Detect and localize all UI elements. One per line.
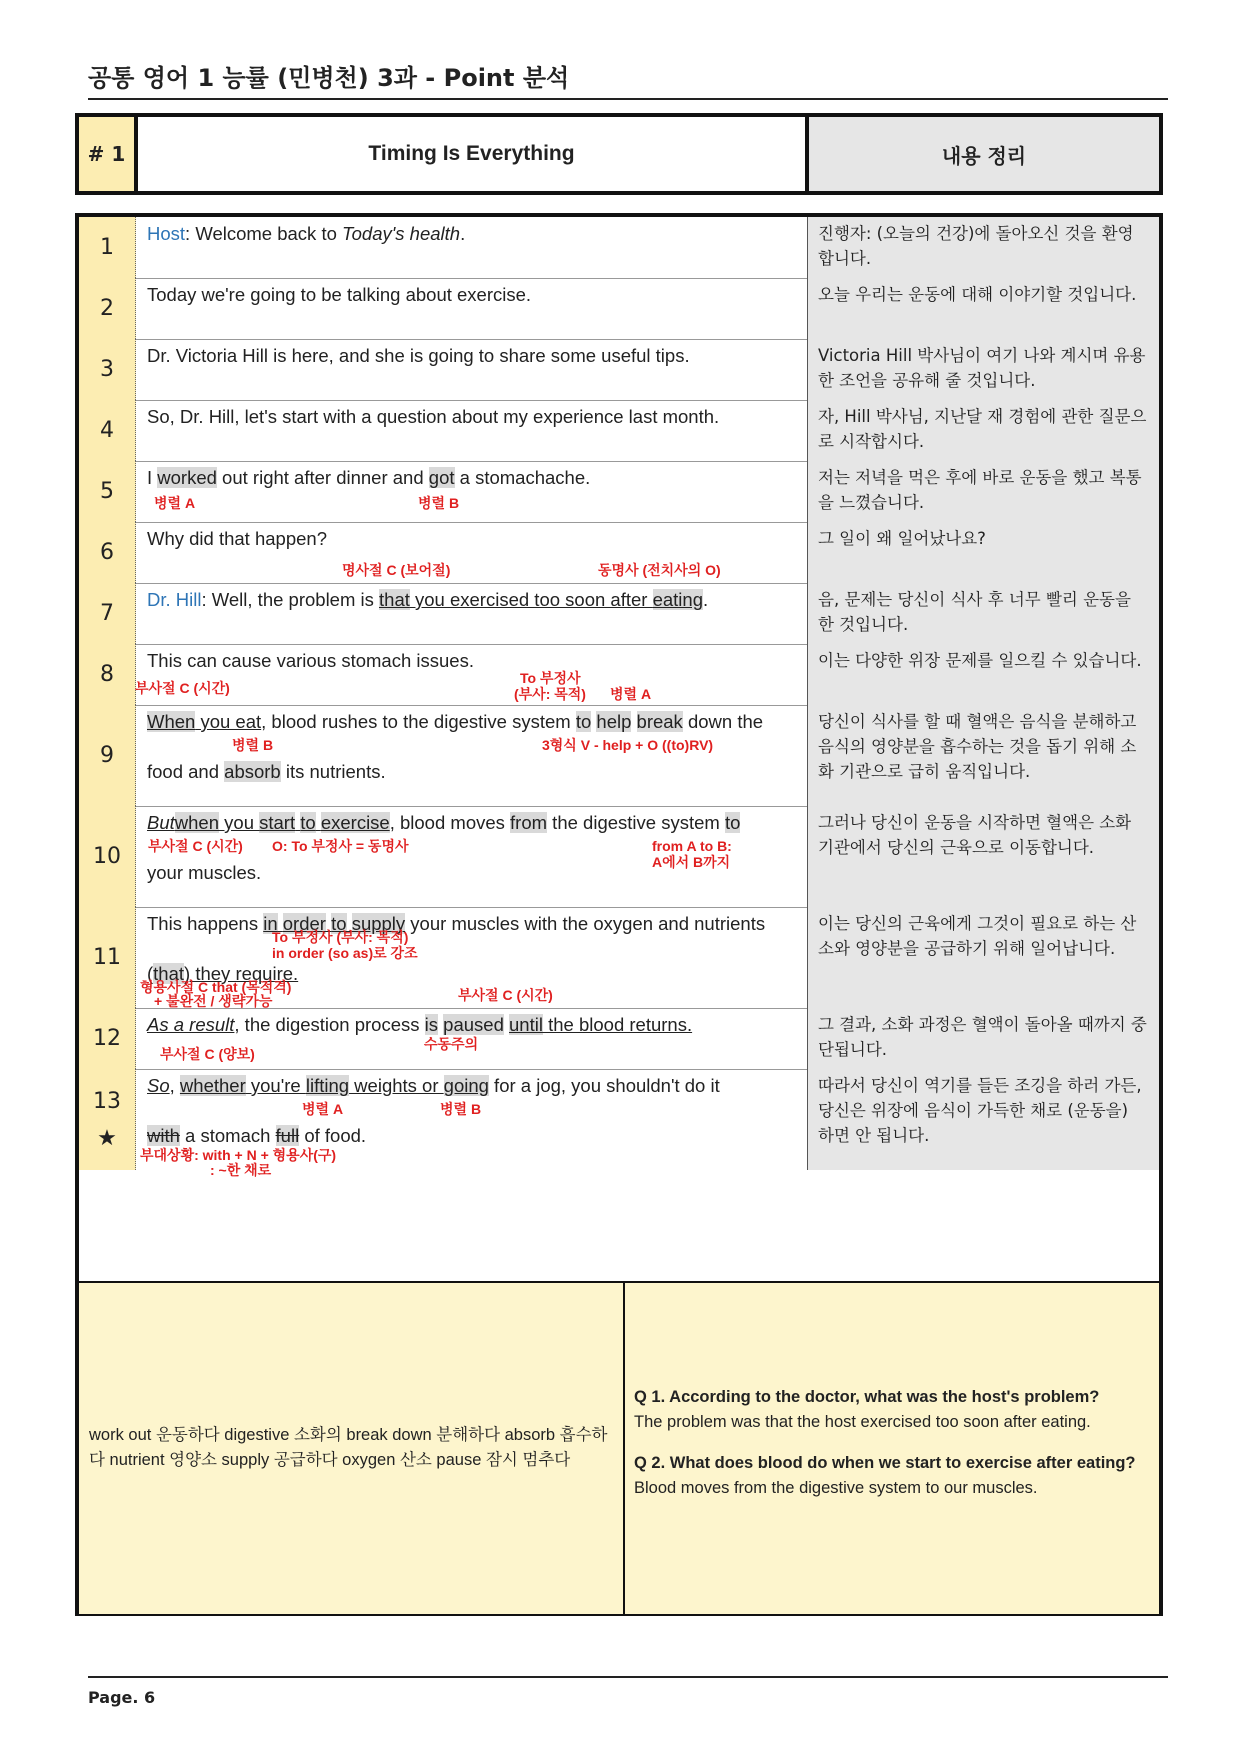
row-number: 5 xyxy=(79,461,136,522)
grammar-annotation: 명사절 C (보어절) xyxy=(342,562,451,578)
grammar-annotation: : ~한 채로 xyxy=(210,1162,272,1178)
summary-header: 내용 정리 xyxy=(805,117,1159,191)
korean-translation: 저는 저녁을 먹은 후에 바로 운동을 했고 복통을 느꼈습니다. xyxy=(807,461,1159,522)
row-number: 2 xyxy=(79,278,136,339)
page-title: 공통 영어 1 능률 (민병천) 3과 - Point 분석 xyxy=(88,64,570,92)
table-row xyxy=(79,644,1159,706)
table-row xyxy=(79,705,1159,807)
table-row xyxy=(79,806,1159,908)
section-number: # 1 xyxy=(79,117,138,191)
korean-translation: 음, 문제는 당신이 식사 후 너무 빨리 운동을 한 것입니다. xyxy=(807,583,1159,644)
row-number: 10 xyxy=(79,806,136,907)
table-row xyxy=(79,400,1159,462)
korean-translation: 이는 당신의 근육에게 그것이 필요로 하는 산소와 영양분을 공급하기 위해 일어납니다. xyxy=(807,907,1159,1008)
row-number: 1 xyxy=(79,217,136,278)
english-sentence: Dr. Victoria Hill is here, and she is going to share some useful tips. xyxy=(147,345,690,366)
korean-translation: 진행자: (오늘의 건강)에 돌아오신 것을 환영합니다. xyxy=(807,217,1159,278)
row-number: 7 xyxy=(79,583,136,644)
korean-translation: 이는 다양한 위장 문제를 일으킬 수 있습니다. xyxy=(807,644,1159,705)
row-number: 4 xyxy=(79,400,136,461)
english-sentence: As a result, the digestion process is paused until the blood returns. 부사절 C (양보) 수동주의 xyxy=(147,1014,693,1062)
grammar-annotation: 형용사절 C that (목적격) xyxy=(140,979,292,995)
row-number: 8 xyxy=(79,644,136,705)
korean-translation: 따라서 당신이 역기를 들든 조깅을 하러 가든, 당신은 위장에 음식이 가득한 채로 (운동을) 하면 안 됩니다. xyxy=(807,1069,1159,1170)
section-title: Timing Is Everything xyxy=(368,142,575,165)
table-row xyxy=(79,1008,1159,1070)
table-row xyxy=(79,339,1159,401)
row-number: 11 xyxy=(79,907,136,1008)
grammar-annotation: 병렬 A xyxy=(154,495,196,511)
korean-translation: 자, Hill 박사님, 지난달 재 경험에 관한 질문으로 시작합시다. xyxy=(807,400,1159,461)
korean-translation: 당신이 식사를 할 때 혈액은 음식을 분해하고 음식의 영양분을 흡수하는 것을 돕기 위해 소화 기관으로 급히 움직입니다. xyxy=(807,705,1159,806)
english-sentence: Host: Welcome back to Today's health. xyxy=(147,223,466,244)
grammar-annotation: 병렬 A xyxy=(610,686,652,702)
grammar-annotation: 병렬 B xyxy=(232,737,274,753)
korean-translation: 그러나 당신이 운동을 시작하면 혈액은 소화 기관에서 당신의 근육으로 이동합니다. xyxy=(807,806,1159,907)
grammar-annotation: 병렬 B xyxy=(418,495,460,511)
sentence-table xyxy=(75,213,1163,1616)
table-row xyxy=(79,583,1159,645)
grammar-annotation: from A to B: xyxy=(652,838,732,854)
footer-divider xyxy=(88,1676,1168,1678)
english-sentence: Today we're going to be talking about exercise. xyxy=(147,284,532,305)
english-sentence: Dr. Hill: Well, the problem is that you exercised too soon after eating. xyxy=(147,589,709,610)
row-number: 6 xyxy=(79,522,136,583)
korean-translation: 그 결과, 소화 과정은 혈액이 돌아올 때까지 중단됩니다. xyxy=(807,1008,1159,1069)
english-sentence: Why did that happen? 명사절 C (보어절) 동명사 (전치사의 O) xyxy=(147,528,721,578)
english-sentence: Butwhen you start to exercise, blood moves from the digestive system to your muscles. 부사절 C (시간) O: To 부정사 = 동명사 from A to B: A에서 B까지 xyxy=(147,812,741,883)
section-header xyxy=(75,113,1163,195)
english-sentence: So, whether you're lifting weights or going for a jog, you shouldn't do it with a stomach full of food. 병렬 A 병렬 B 부대상황: with + N + 형용사(구) : ~한 채로 xyxy=(140,1075,720,1178)
speaker-label: Dr. Hill xyxy=(147,589,202,610)
grammar-annotation: 수동주의 xyxy=(424,1036,479,1052)
row-number: 3 xyxy=(79,339,136,400)
title-divider xyxy=(88,98,1168,100)
english-sentence: So, Dr. Hill, let's start with a question about my experience last month. xyxy=(147,406,720,427)
grammar-annotation: 부사절 C (양보) xyxy=(160,1046,255,1062)
row-number: 12 xyxy=(79,1008,136,1069)
english-sentence: This can cause various stomach issues. 부사절 C (시간) To 부정사 (부사: 목적) 병렬 A xyxy=(135,650,652,702)
answer-1: The problem was that the host exercised too soon after eating. xyxy=(634,1413,1091,1431)
table-row xyxy=(79,217,1159,279)
grammar-annotation: To 부정사 (부사: 목적) xyxy=(272,929,409,945)
vocabulary-list: work out 운동하다 digestive 소화의 break down 분해하다 absorb 흡수하다 nutrient 영양소 supply 공급하다 oxygen 산소 pause 잠시 멈추다 xyxy=(89,1426,608,1469)
korean-translation: 그 일이 왜 일어났나요? xyxy=(807,522,1159,583)
grammar-annotation: 동명사 (전치사의 O) xyxy=(598,562,721,578)
english-sentence: This happens in order to supply your muscles with the oxygen and nutrients (that) they require. To 부정사 (부사: 목적) in order (so as)로 강조 형용사절 C that (목적격) + 불완전 / 생략가능 부사절 C (시간) xyxy=(140,913,766,1009)
grammar-annotation: To 부정사 xyxy=(520,670,581,686)
question-answer-block xyxy=(634,1385,1154,1501)
korean-translation: 오늘 우리는 운동에 대해 이야기할 것입니다. xyxy=(807,278,1159,339)
english-sentence: I worked out right after dinner and got a stomachache. 병렬 A 병렬 B xyxy=(147,467,591,511)
grammar-annotation: in order (so as)로 강조 xyxy=(272,945,418,961)
grammar-annotation: 부사절 C (시간) xyxy=(458,987,553,1003)
table-row xyxy=(79,1069,1159,1178)
korean-translation: Victoria Hill 박사님이 여기 나와 계시며 유용한 조언을 공유해 줄 것입니다. xyxy=(807,339,1159,400)
english-sentence: When you eat, blood rushes to the digestive system to help break down the food and absorb its nutrients. 병렬 B 3형식 V - help + O ((to)RV) xyxy=(147,711,764,782)
grammar-annotation: 부사절 C (시간) xyxy=(135,680,230,696)
star-icon: ★ xyxy=(97,1125,117,1151)
grammar-annotation: 부사절 C (시간) xyxy=(148,838,243,854)
table-row xyxy=(79,907,1159,1009)
grammar-annotation: 병렬 A xyxy=(302,1101,344,1117)
grammar-annotation: 부대상황: with + N + 형용사(구) xyxy=(140,1147,337,1163)
section-divider xyxy=(623,1283,625,1614)
summary-section xyxy=(79,1281,1159,1614)
question-1: Q 1. According to the doctor, what was the host's problem? xyxy=(634,1388,1100,1406)
grammar-annotation: (부사: 목적) xyxy=(514,686,586,702)
speaker-label: Host xyxy=(147,223,186,244)
grammar-annotation: O: To 부정사 = 동명사 xyxy=(272,838,409,854)
table-row xyxy=(79,278,1159,340)
grammar-annotation: 병렬 B xyxy=(440,1101,482,1117)
question-2: Q 2. What does blood do when we start to exercise after eating? xyxy=(634,1454,1136,1472)
grammar-annotation: 3형식 V - help + O ((to)RV) xyxy=(542,737,714,753)
table-row xyxy=(79,461,1159,523)
table-row xyxy=(79,522,1159,584)
grammar-annotation: + 불완전 / 생략가능 xyxy=(154,993,273,1009)
row-number: 13 ★ xyxy=(79,1069,136,1170)
page-number: Page. 6 xyxy=(88,1688,156,1707)
grammar-annotation: A에서 B까지 xyxy=(652,854,731,870)
row-number: 9 xyxy=(79,705,136,806)
answer-2: Blood moves from the digestive system to our muscles. xyxy=(634,1479,1038,1497)
